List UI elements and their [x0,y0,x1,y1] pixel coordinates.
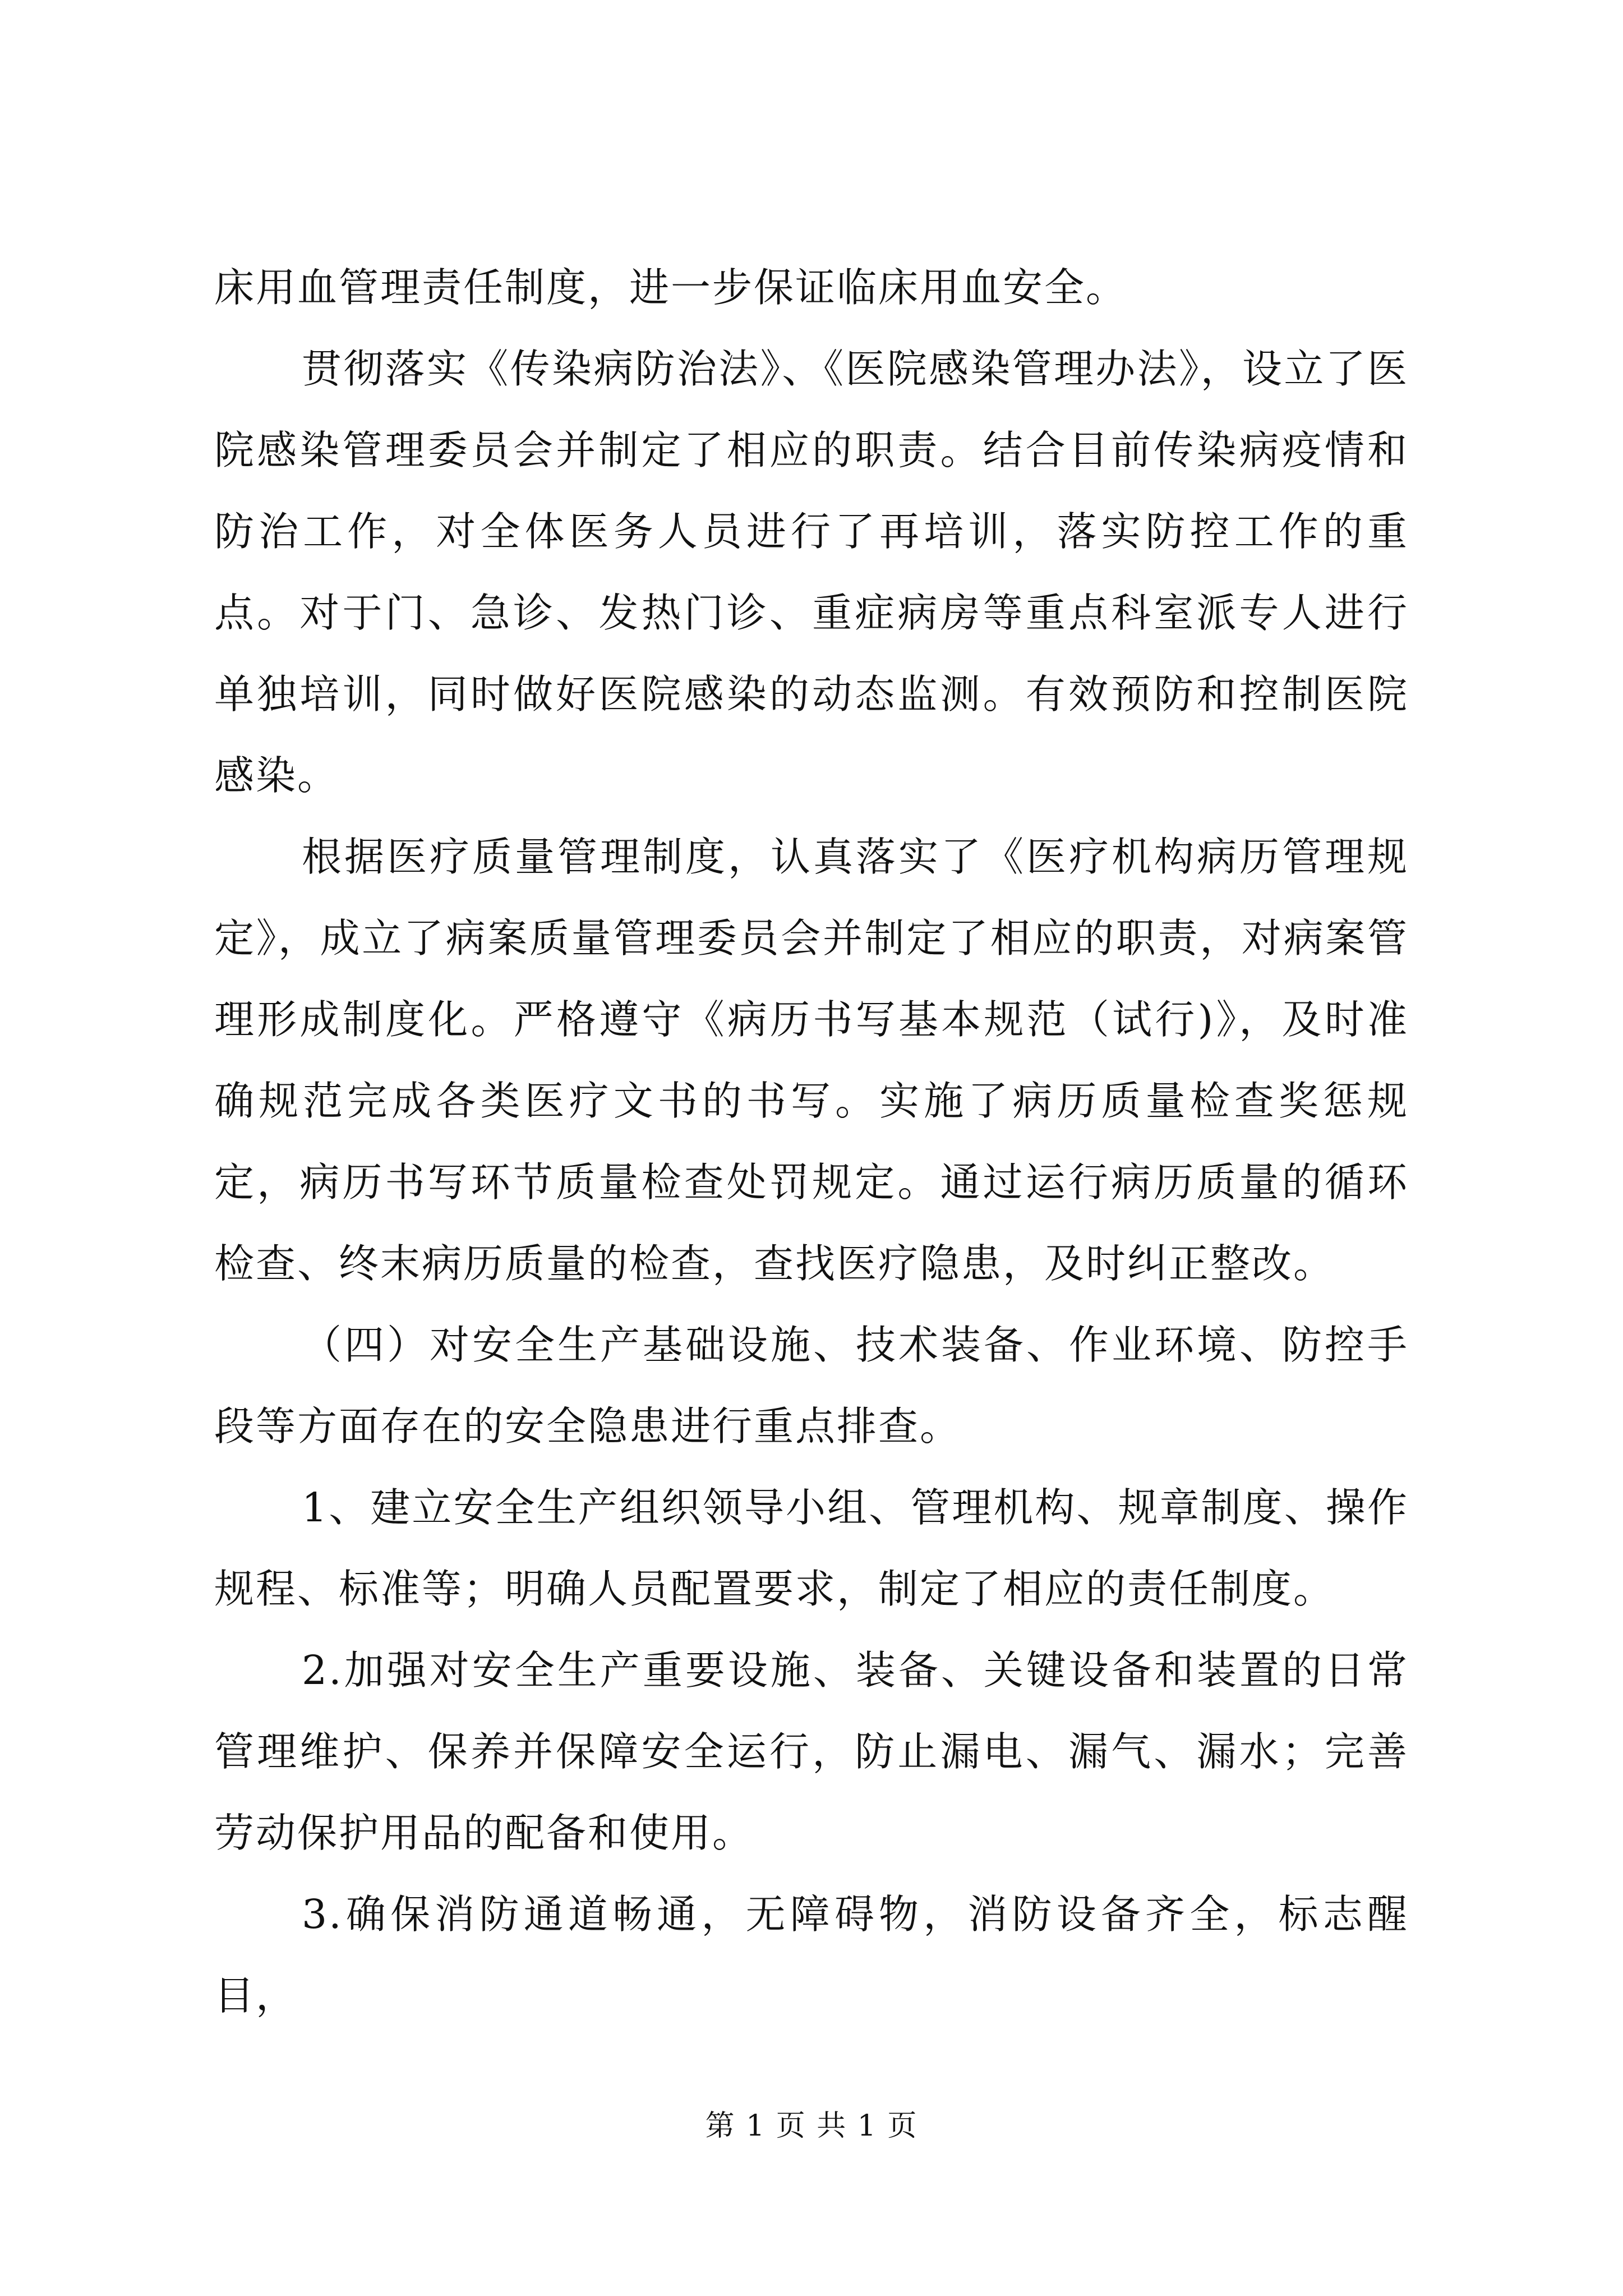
paragraph-section-four-heading: （四）对安全生产基础设施、技术装备、作业环境、防控手段等方面存在的安全隐患进行重点排查。 [214,1322,1409,1450]
list-item-2: 2.加强对安全生产重要设施、装备、关键设备和装置的日常管理维护、保养并保障安全运行，防止漏电、漏气、漏水；完善劳动保护用品的配备和使用。 [214,1647,1409,1856]
document-body [214,247,1409,2036]
page-footer: 第 1 页 共 1 页 [705,2109,918,2143]
list-item-3: 3.确保消防通道畅通，无障碍物，消防设备齐全，标志醒目， [214,1891,1409,2019]
paragraph-infection-control: 贯彻落实《传染病防治法》、《医院感染管理办法》，设立了医院感染管理委员会并制定了相应的职责。结合目前传染病疫情和防治工作，对全体医务人员进行了再培训，落实防控工作的重点。对于门、急诊、发热门诊、重症病房等重点科室派专人进行单独培训，同时做好医院感染的动态监测。有效预防和控制医院感染。 [214,346,1409,799]
list-item-1: 1、建立安全生产组织领导小组、管理机构、规章制度、操作规程、标准等；明确人员配置要求，制定了相应的责任制度。 [214,1484,1409,1612]
paragraph-medical-records: 根据医疗质量管理制度，认真落实了《医疗机构病历管理规定》，成立了病案质量管理委员会并制定了相应的职责，对病案管理形成制度化。严格遵守《病历书写基本规范（试行)》，及时准确规范完成各类医疗文书的书写。实施了病历质量检查奖惩规定，病历书写环节质量检查处罚规定。通过运行病历质量的循环检查、终末病历质量的检查，查找医疗隐患，及时纠正整改。 [214,834,1409,1287]
paragraph-continuation: 床用血管理责任制度，进一步保证临床用血安全。 [214,264,1128,311]
